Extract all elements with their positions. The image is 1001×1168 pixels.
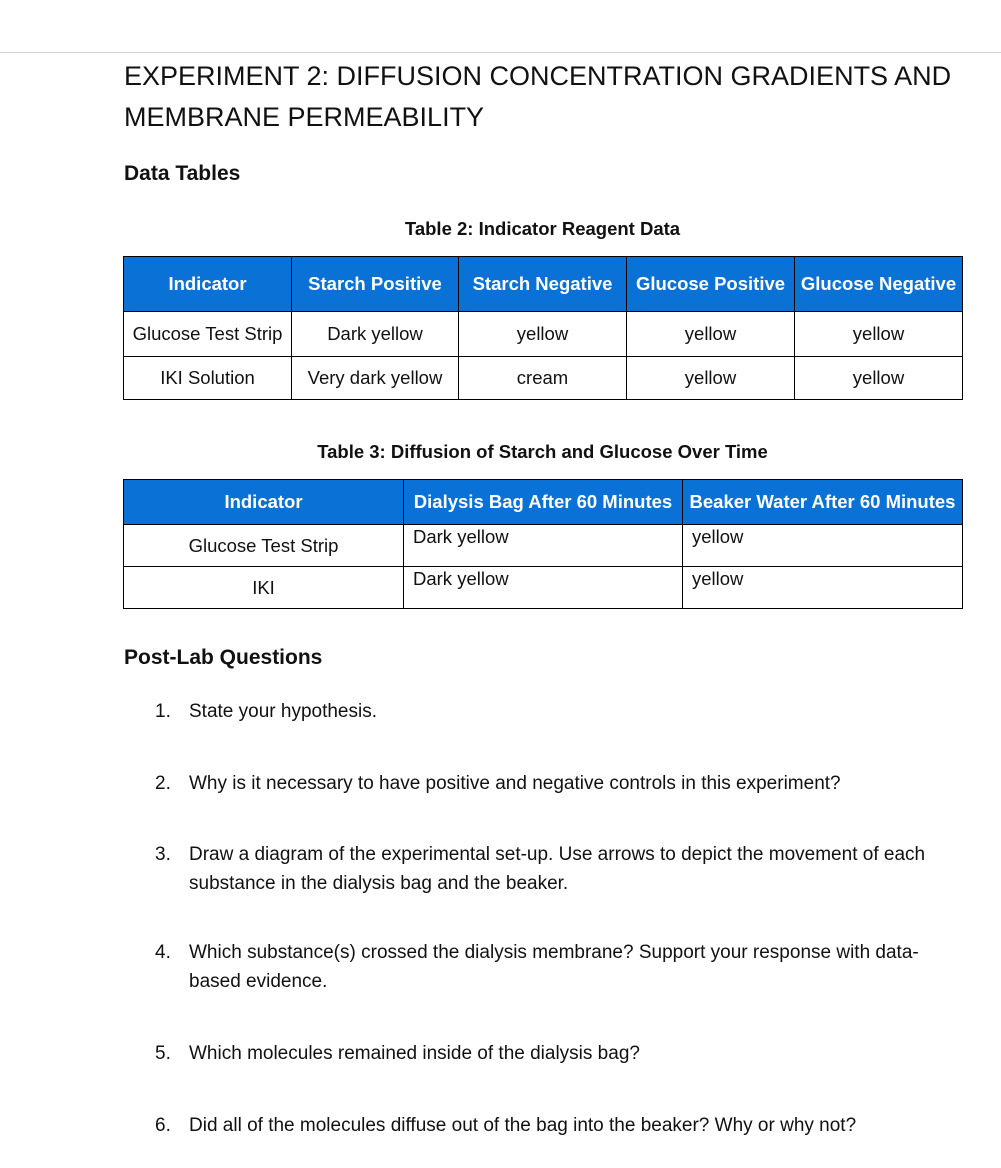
question-item	[155, 769, 955, 798]
question-number: 6.	[155, 1115, 171, 1136]
table3-caption: Table 3: Diffusion of Starch and Glucose Over Time	[317, 441, 768, 462]
table2-caption: Table 2: Indicator Reagent Data	[404, 218, 681, 239]
question-text: Why is it necessary to have positive and negative controls in this experiment?	[189, 773, 841, 794]
column-header: Starch Positive	[292, 257, 459, 312]
column-header: Indicator	[124, 480, 404, 525]
question-text: Draw a diagram of the experimental set-up. Use arrows to depict the movement of each substance in the dialysis bag and the beaker.	[189, 844, 926, 894]
table-cell: yellow	[683, 525, 963, 567]
question-number: 4.	[155, 942, 171, 963]
column-header: Glucose Positive	[627, 257, 795, 312]
question-text: Did all of the molecules diffuse out of the bag into the beaker? Why or why not?	[189, 1115, 857, 1136]
question-text: Which substance(s) crossed the dialysis membrane? Support your response with data-based evidence.	[189, 942, 919, 992]
question-item	[155, 697, 955, 726]
data-tables-heading: Data Tables	[124, 162, 241, 185]
indicator-reagent-table	[123, 256, 963, 400]
table-row	[124, 525, 963, 567]
question-item	[155, 1039, 955, 1068]
table-cell: Dark yellow	[404, 525, 683, 567]
column-header: Glucose Negative	[795, 257, 963, 312]
table-cell: cream	[459, 357, 627, 400]
table-cell: Very dark yellow	[292, 357, 459, 400]
table-row	[124, 567, 963, 609]
table-cell: yellow	[795, 312, 963, 357]
post-lab-heading: Post-Lab Questions	[124, 646, 323, 669]
table-cell: yellow	[627, 357, 795, 400]
table-cell: Glucose Test Strip	[124, 312, 292, 357]
page-top-rule	[0, 52, 1001, 53]
table-header-row	[124, 257, 963, 312]
table-cell: IKI	[124, 567, 404, 609]
question-number: 3.	[155, 844, 171, 865]
table-cell: yellow	[459, 312, 627, 357]
table-cell: Dark yellow	[292, 312, 459, 357]
question-item	[155, 938, 955, 996]
question-number: 2.	[155, 773, 171, 794]
column-header: Dialysis Bag After 60 Minutes	[404, 480, 683, 525]
column-header: Indicator	[124, 257, 292, 312]
table-cell: yellow	[795, 357, 963, 400]
table-cell: IKI Solution	[124, 357, 292, 400]
question-item	[155, 1111, 955, 1140]
question-number: 1.	[155, 701, 171, 722]
table-cell: Dark yellow	[404, 567, 683, 609]
column-header: Starch Negative	[459, 257, 627, 312]
diffusion-table	[123, 479, 963, 609]
question-number: 5.	[155, 1043, 171, 1064]
table-cell: yellow	[627, 312, 795, 357]
table-cell: yellow	[683, 567, 963, 609]
table-row	[124, 312, 963, 357]
table-cell: Glucose Test Strip	[124, 525, 404, 567]
column-header: Beaker Water After 60 Minutes	[683, 480, 963, 525]
question-text: Which molecules remained inside of the dialysis bag?	[189, 1043, 640, 1064]
page-title: EXPERIMENT 2: DIFFUSION CONCENTRATION GRADIENTS AND MEMBRANE PERMEABILITY	[124, 61, 952, 132]
question-item	[155, 840, 955, 898]
table-row	[124, 357, 963, 400]
table-header-row	[124, 480, 963, 525]
question-text: State your hypothesis.	[189, 701, 377, 722]
